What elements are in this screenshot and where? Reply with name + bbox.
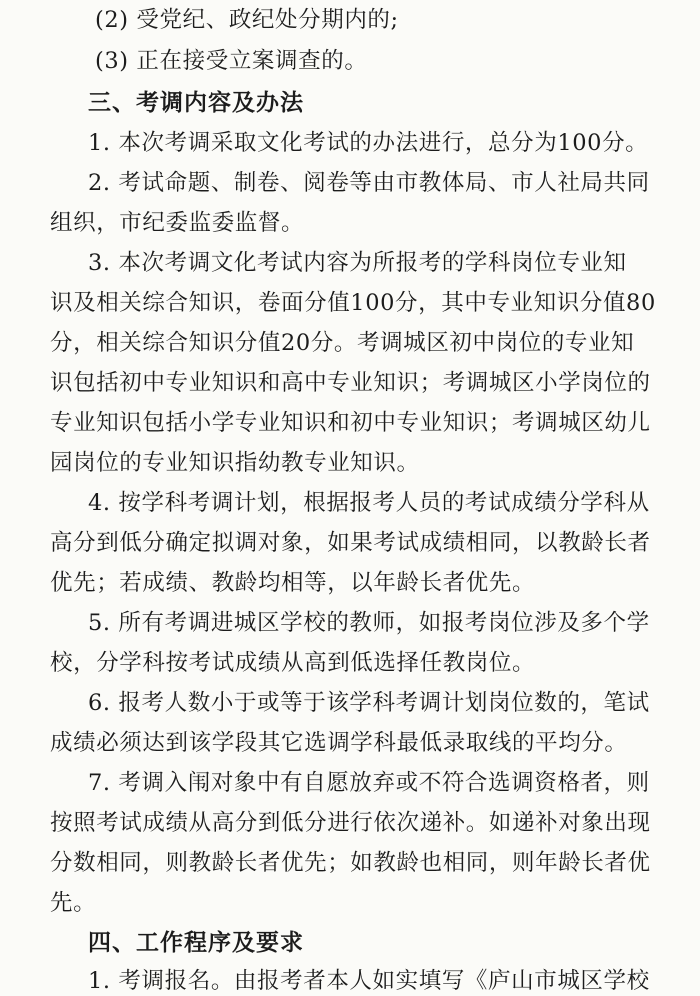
paragraph-line: 2. 考试命题、制卷、阅卷等由市教体局、市人社局共同 — [88, 170, 650, 196]
paragraph-line: 1. 本次考调采取文化考试的办法进行，总分为100分。 — [88, 130, 649, 156]
paragraph-line: 校，分学科按考试成绩从高到低选择任教岗位。 — [50, 650, 536, 676]
paragraph-line: 6. 报考人数小于或等于该学科考调计划岗位数的，笔试 — [88, 690, 650, 716]
list-item-2: (2) 受党纪、政纪处分期内的; — [95, 7, 399, 33]
paragraph-line: 按照考试成绩从高分到低分进行依次递补。如递补对象出现 — [50, 810, 651, 836]
paragraph-line: 园岗位的专业知识指幼教专业知识。 — [50, 450, 420, 476]
paragraph-line: 成绩必须达到该学段其它选调学科最低录取线的平均分。 — [50, 730, 628, 756]
paragraph-line: 识及相关综合知识，卷面分值100分，其中专业知识分值80 — [50, 290, 656, 316]
paragraph-line: 4. 按学科考调计划，根据报考人员的考试成绩分学科从 — [88, 490, 650, 516]
paragraph-line: 优先；若成绩、教龄均相等，以年龄长者优先。 — [50, 570, 536, 596]
paragraph-line: 识包括初中专业知识和高中专业知识；考调城区小学岗位的 — [50, 370, 651, 396]
paragraph-line: 组织，市纪委监委监督。 — [50, 210, 305, 236]
paragraph-line: 分数相同，则教龄长者优先；如教龄也相同，则年龄长者优 — [50, 850, 651, 876]
paragraph-line: 7. 考调入闱对象中有自愿放弃或不符合选调资格者，则 — [88, 770, 650, 796]
paragraph-line: 5. 所有考调进城区学校的教师，如报考岗位涉及多个学 — [88, 610, 650, 636]
paragraph-line: 高分到低分确定拟调对象，如果考试成绩相同，以教龄长者 — [50, 530, 651, 556]
paragraph-line: 先。 — [50, 890, 97, 916]
paragraph-line: 3. 本次考调文化考试内容为所报考的学科岗位专业知 — [88, 250, 627, 276]
paragraph-line: 专业知识包括小学专业知识和初中专业知识；考调城区幼儿 — [50, 410, 651, 436]
paragraph-line: 分，相关综合知识分值20分。考调城区初中岗位的专业知 — [50, 330, 635, 356]
list-item-3: (3) 正在接受立案调查的。 — [95, 48, 368, 74]
section-heading-4: 四、工作程序及要求 — [88, 930, 304, 956]
section-heading-3: 三、考调内容及办法 — [88, 90, 304, 116]
paragraph-line: 1. 考调报名。由报考者本人如实填写《庐山市城区学校 — [88, 968, 650, 994]
